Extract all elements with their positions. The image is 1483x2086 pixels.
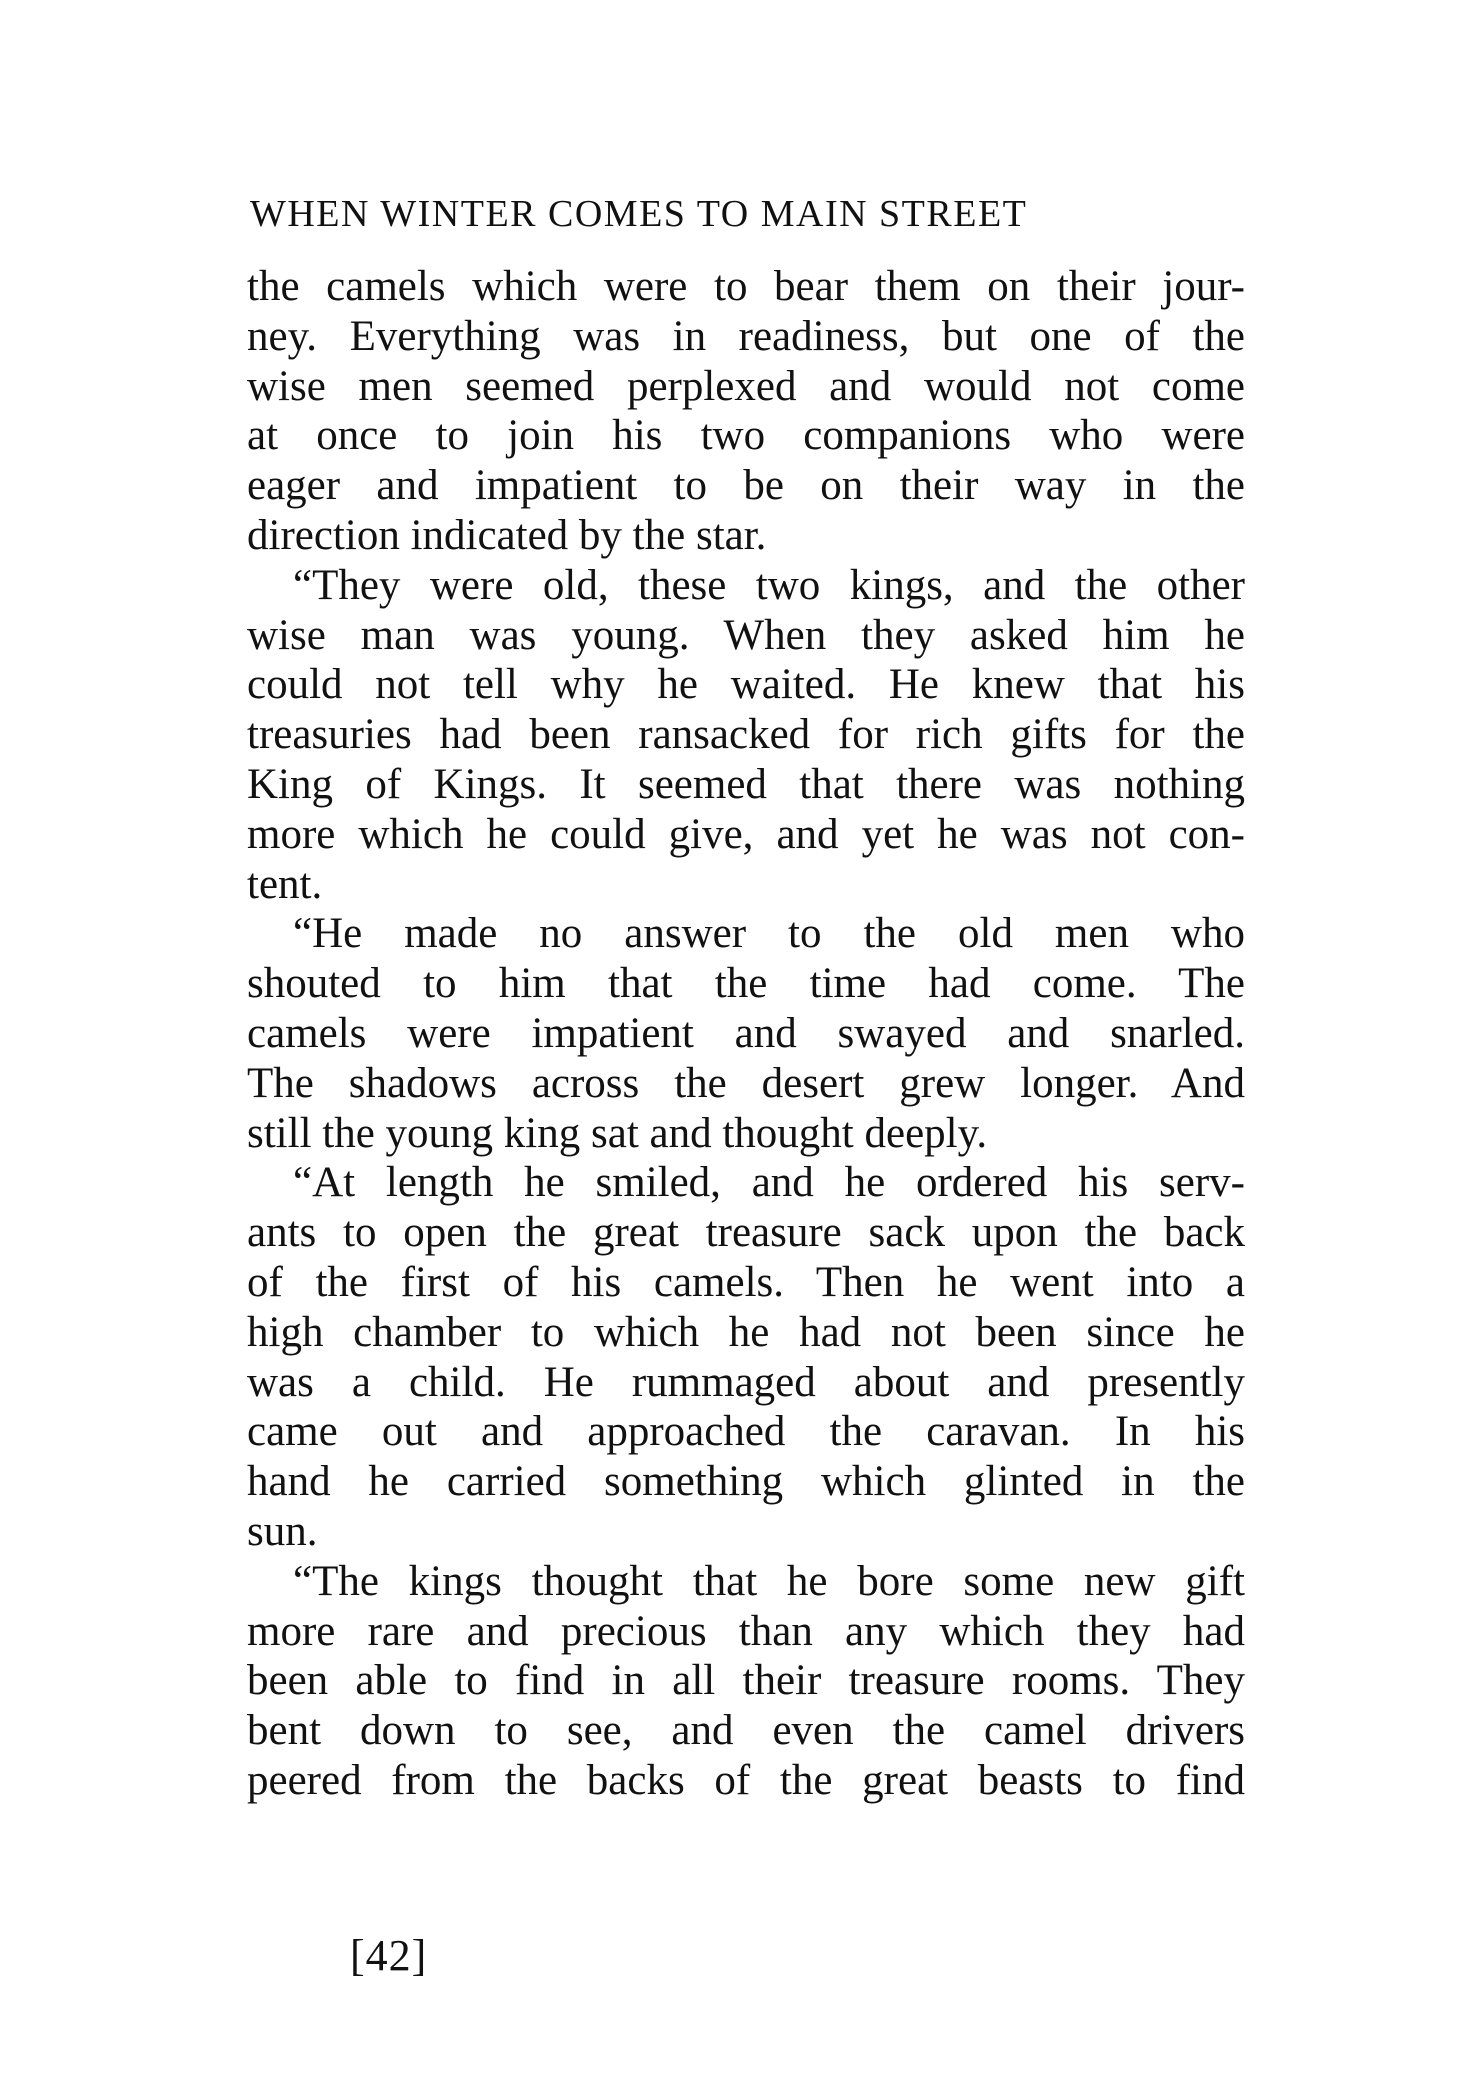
text-line: was a child. He rummaged about and presently xyxy=(247,1358,1245,1406)
text-line: wise men seemed perplexed and would not come xyxy=(247,362,1245,410)
text-line: ants to open the great treasure sack upon the back xyxy=(247,1209,1245,1257)
body-text xyxy=(247,262,1245,1806)
text-line: treasuries had been ransacked for rich gifts for the xyxy=(247,711,1245,759)
text-line: been able to find in all their treasure rooms. They xyxy=(247,1657,1245,1705)
text-line: bent down to see, and even the camel drivers xyxy=(247,1707,1245,1755)
text-line: sun. xyxy=(247,1507,318,1555)
text-line: high chamber to which he had not been since he xyxy=(247,1308,1245,1356)
text-line: at once to join his two companions who were xyxy=(247,412,1245,460)
text-line: of the first of his camels. Then he went into a xyxy=(247,1258,1245,1306)
text-line: ney. Everything was in readiness, but one of the xyxy=(247,312,1245,360)
text-line: still the young king sat and thought deeply. xyxy=(247,1109,988,1157)
text-line: hand he carried something which glinted in the xyxy=(247,1458,1245,1506)
paragraph-first-line: “At length he smiled, and he ordered his serv- xyxy=(293,1159,1245,1207)
text-line: came out and approached the caravan. In his xyxy=(247,1408,1245,1456)
text-line: peered from the backs of the great beasts to find xyxy=(247,1756,1245,1804)
paragraph-first-line: “The kings thought that he bore some new gift xyxy=(293,1557,1245,1605)
text-line: shouted to him that the time had come. The xyxy=(247,960,1245,1008)
text-line: eager and impatient to be on their way in the xyxy=(247,462,1245,510)
text-line: could not tell why he waited. He knew that his xyxy=(247,661,1245,709)
page-number: [42] xyxy=(350,1931,428,1980)
text-line: The shadows across the desert grew longer. And xyxy=(247,1059,1245,1107)
text-line: more which he could give, and yet he was not con- xyxy=(247,810,1245,858)
text-line: more rare and precious than any which they had xyxy=(247,1607,1245,1655)
text-line: King of Kings. It seemed that there was nothing xyxy=(247,760,1245,808)
text-line: tent. xyxy=(247,860,323,908)
paragraph-first-line: “He made no answer to the old men who xyxy=(293,910,1245,958)
text-line: the camels which were to bear them on their jour- xyxy=(247,263,1245,310)
text-line: direction indicated by the star. xyxy=(247,511,767,559)
text-line: camels were impatient and swayed and snarled. xyxy=(247,1009,1245,1057)
running-head: WHEN WINTER COMES TO MAIN STREET xyxy=(250,193,1028,235)
paragraph-first-line: “They were old, these two kings, and the other xyxy=(293,561,1245,609)
text-line: wise man was young. When they asked him he xyxy=(247,611,1245,659)
